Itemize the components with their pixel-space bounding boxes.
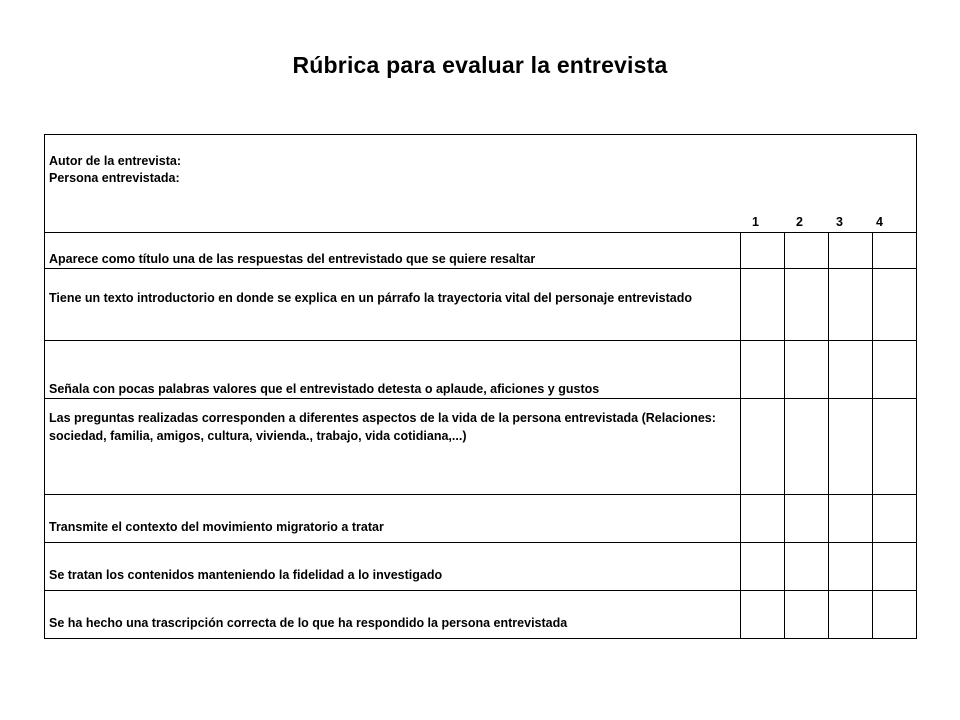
score-cell-2[interactable]	[785, 543, 829, 591]
score-cell-2[interactable]	[785, 591, 829, 639]
score-cell-1[interactable]	[741, 495, 785, 543]
criterion-text: Transmite el contexto del movimiento migratorio a tratar	[45, 495, 741, 543]
score-cell-2[interactable]	[785, 341, 829, 399]
score-cell-3[interactable]	[829, 341, 873, 399]
score-label-1: 1	[752, 215, 759, 229]
score-cell-3[interactable]	[829, 269, 873, 341]
score-cell-3[interactable]	[829, 543, 873, 591]
interviewee-field-label: Persona entrevistada:	[49, 171, 180, 185]
header-row	[45, 135, 917, 233]
score-cell-3[interactable]	[829, 399, 873, 495]
score-cell-4[interactable]	[873, 399, 917, 495]
score-cell-1[interactable]	[741, 341, 785, 399]
score-cell-2[interactable]	[785, 399, 829, 495]
criterion-row	[45, 233, 917, 269]
criterion-row	[45, 399, 917, 495]
criterion-text: Las preguntas realizadas corresponden a diferentes aspectos de la vida de la persona entrevistada (Relaciones: sociedad, familia, amigos, cultura, vivienda., trabajo, vida cotidiana,...)	[45, 399, 741, 495]
score-cell-4[interactable]	[873, 233, 917, 269]
author-field-label: Autor de la entrevista:	[49, 154, 181, 168]
header-fields	[49, 153, 181, 187]
score-cell-4[interactable]	[873, 269, 917, 341]
score-label-4: 4	[876, 215, 883, 229]
criterion-text: Señala con pocas palabras valores que el entrevistado detesta o aplaude, aficiones y gustos	[45, 341, 741, 399]
score-cell-4[interactable]	[873, 591, 917, 639]
criterion-row	[45, 543, 917, 591]
criterion-text: Se ha hecho una trascripción correcta de lo que ha respondido la persona entrevistada	[45, 591, 741, 639]
header-cell	[45, 135, 917, 233]
criterion-row	[45, 269, 917, 341]
score-cell-2[interactable]	[785, 495, 829, 543]
score-cell-4[interactable]	[873, 341, 917, 399]
criterion-text: Se tratan los contenidos manteniendo la fidelidad a lo investigado	[45, 543, 741, 591]
score-label-2: 2	[796, 215, 803, 229]
score-cell-1[interactable]	[741, 591, 785, 639]
score-cell-3[interactable]	[829, 495, 873, 543]
score-cell-3[interactable]	[829, 233, 873, 269]
criterion-text: Aparece como título una de las respuestas del entrevistado que se quiere resaltar	[45, 233, 741, 269]
score-cell-2[interactable]	[785, 233, 829, 269]
score-cell-1[interactable]	[741, 543, 785, 591]
score-header	[740, 212, 916, 232]
score-cell-2[interactable]	[785, 269, 829, 341]
score-cell-1[interactable]	[741, 399, 785, 495]
score-cell-3[interactable]	[829, 591, 873, 639]
criterion-row	[45, 591, 917, 639]
page-title: Rúbrica para evaluar la entrevista	[292, 52, 668, 78]
criterion-text: Tiene un texto introductorio en donde se explica en un párrafo la trayectoria vital del personaje entrevistado	[45, 269, 741, 341]
score-label-3: 3	[836, 215, 843, 229]
rubric-table	[44, 134, 917, 639]
score-cell-4[interactable]	[873, 543, 917, 591]
score-cell-4[interactable]	[873, 495, 917, 543]
criterion-row	[45, 495, 917, 543]
score-cell-1[interactable]	[741, 269, 785, 341]
criterion-row	[45, 341, 917, 399]
score-cell-1[interactable]	[741, 233, 785, 269]
